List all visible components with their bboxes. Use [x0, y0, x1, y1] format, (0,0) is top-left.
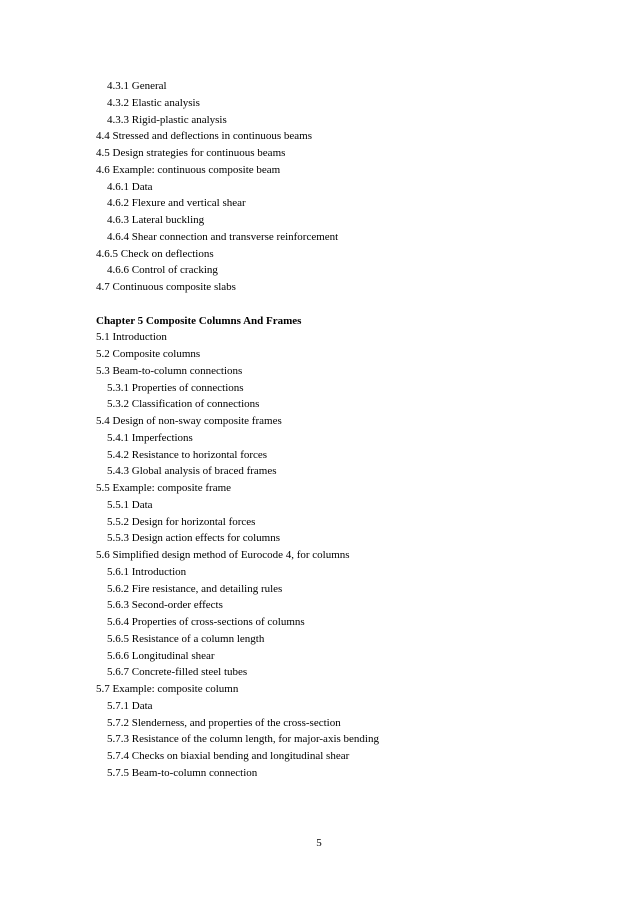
toc-entry[interactable]: 5.7.2 Slenderness, and properties of the cross-section — [107, 716, 341, 729]
toc-entry[interactable]: 4.6.3 Lateral buckling — [107, 214, 205, 226]
toc-entry[interactable]: 5.7.3 Resistance of the column length, for major-axis bending — [107, 733, 379, 746]
toc-entry[interactable]: 4.6 Example: continuous composite beam — [96, 163, 281, 176]
toc-entry[interactable]: 5.7.5 Beam-to-column connection — [107, 766, 258, 779]
toc-entry[interactable]: 4.4 Stressed and deflections in continuous beams — [96, 130, 312, 143]
toc-entry[interactable]: 5.6.6 Longitudinal shear — [107, 649, 215, 662]
toc-entry[interactable]: 5.3 Beam-to-column connections — [96, 364, 243, 377]
toc-entry[interactable]: 5.3.2 Classification of connections — [107, 398, 260, 411]
toc-entry[interactable]: 5.2 Composite columns — [96, 348, 201, 360]
toc-section-chapter-5 — [96, 329, 576, 781]
table-of-contents — [96, 78, 576, 782]
toc-entry[interactable]: 5.6.3 Second-order effects — [107, 599, 223, 612]
toc-entry[interactable]: 5.6.5 Resistance of a column length — [107, 632, 265, 645]
toc-entry[interactable]: 5.5.1 Data — [107, 498, 153, 511]
toc-entry[interactable]: 4.3.2 Elastic analysis — [107, 96, 200, 109]
section-gap — [96, 296, 576, 313]
toc-entry[interactable]: 5.6 Simplified design method of Eurocode 4, for columns — [96, 549, 350, 561]
toc-entry[interactable]: 5.7.4 Checks on biaxial bending and longitudinal shear — [107, 750, 350, 762]
toc-entry[interactable]: 5.5.2 Design for horizontal forces — [107, 515, 256, 528]
toc-entry[interactable]: 5.4.3 Global analysis of braced frames — [107, 465, 277, 478]
toc-entry[interactable]: 4.3.1 General — [107, 80, 167, 92]
toc-entry[interactable]: 4.5 Design strategies for continuous beams — [96, 147, 286, 159]
chapter-heading[interactable]: Chapter 5 Composite Columns And Frames — [96, 314, 302, 327]
toc-entry[interactable]: 4.6.4 Shear connection and transverse reinforcement — [107, 230, 339, 243]
toc-entry[interactable]: 5.6.1 Introduction — [107, 565, 187, 578]
toc-entry[interactable]: 4.3.3 Rigid-plastic analysis — [107, 113, 227, 126]
toc-entry[interactable]: 4.6.6 Control of cracking — [107, 264, 218, 277]
toc-entry[interactable]: 5.4.1 Imperfections — [107, 431, 193, 444]
toc-entry[interactable]: 5.4.2 Resistance to horizontal forces — [107, 448, 268, 461]
page-number: 5 — [316, 837, 322, 849]
toc-entry[interactable]: 5.7 Example: composite column — [96, 683, 239, 695]
toc-entry[interactable]: 4.7 Continuous composite slabs — [96, 281, 236, 293]
toc-entry[interactable]: 5.4 Design of non-sway composite frames — [96, 415, 282, 427]
toc-section-chapter-4 — [96, 78, 576, 296]
toc-entry[interactable]: 5.6.2 Fire resistance, and detailing rules — [107, 582, 283, 595]
toc-entry[interactable]: 5.1 Introduction — [96, 331, 167, 344]
toc-entry[interactable]: 5.5 Example: composite frame — [96, 482, 232, 494]
toc-entry[interactable]: 4.6.5 Check on deflections — [96, 247, 214, 260]
toc-entry[interactable]: 5.3.1 Properties of connections — [107, 381, 244, 394]
toc-entry[interactable]: 4.6.2 Flexure and vertical shear — [107, 197, 246, 210]
toc-entry[interactable]: 5.6.7 Concrete-filled steel tubes — [107, 666, 248, 679]
toc-entry[interactable]: 5.5.3 Design action effects for columns — [107, 532, 281, 545]
toc-entry[interactable]: 5.7.1 Data — [107, 699, 153, 712]
toc-entry[interactable]: 4.6.1 Data — [107, 180, 153, 193]
toc-entry[interactable]: 5.6.4 Properties of cross-sections of columns — [107, 616, 305, 628]
